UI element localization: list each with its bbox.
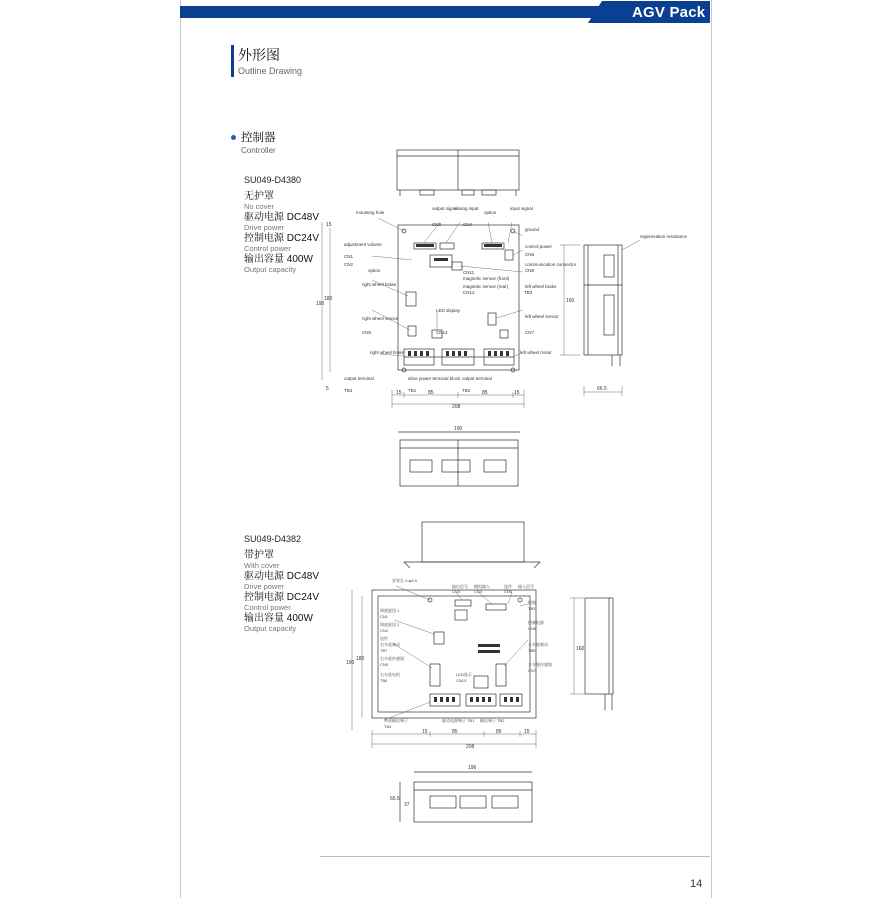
cover-cn: 无护罩 [244, 191, 274, 202]
model-number: SU049-D4380 [244, 175, 302, 185]
svg-text:安装孔 4-φ5.5: 安装孔 4-φ5.5 [392, 578, 417, 583]
svg-text:TB3: TB3 [528, 606, 536, 611]
label-output-signal: output signal [432, 206, 458, 211]
dim-half-right: 85 [482, 390, 488, 396]
label-magnetic-rear: magnetic sensor (rear) [463, 284, 509, 289]
drive-en: Drive power [244, 582, 285, 591]
cover-cn: 带护罩 [244, 550, 274, 561]
dim2-half-right: 85 [496, 729, 502, 735]
dim2-edge-left: 15 [422, 729, 428, 735]
label-right-wheel-brake: right wheel brake [362, 282, 397, 287]
dim-top-offset: 15 [326, 222, 332, 228]
svg-text:模拟输入: 模拟输入 [474, 584, 490, 589]
svg-text:TB4: TB4 [384, 724, 392, 729]
footer-rule [320, 856, 710, 857]
dim-height: 180 [324, 296, 333, 302]
label-cn3: CN3 [432, 222, 442, 227]
dim2-half-left: 85 [452, 729, 458, 735]
svg-text:输出信号: 输出信号 [452, 584, 468, 589]
label-control-power: control power [525, 244, 553, 249]
label-cn7: CN7 [525, 330, 535, 335]
dim2-edge-right: 15 [524, 729, 530, 735]
svg-text:选件: 选件 [504, 584, 512, 589]
dim-half-left: 85 [428, 390, 434, 396]
label-left-wheel-motor: left wheel motor [520, 350, 552, 355]
control-cn: 控制电源 DC24V [244, 233, 320, 244]
label-communication: communication connector [525, 262, 577, 267]
dim2-height: 180 [356, 656, 365, 662]
svg-text:输入信号: 输入信号 [518, 584, 534, 589]
model-number: SU049-D4382 [244, 534, 302, 544]
svg-text:CN4: CN4 [474, 589, 483, 594]
output-cn: 输出容量 400W [244, 613, 313, 624]
svg-text:调速旋钮 1: 调速旋钮 1 [380, 608, 400, 613]
svg-text:CN3: CN3 [452, 589, 461, 594]
label-adjustment-volume: adjustment volume [344, 242, 382, 247]
label-left-wheel-sensor: left wheel sensor [525, 314, 559, 319]
svg-text:CN13: CN13 [456, 678, 467, 683]
side-view-1 [584, 245, 622, 355]
dim2-depth1: 66.5 [390, 796, 400, 802]
dim-edge-left: 15 [396, 390, 402, 396]
label-cn1: CN1 [344, 254, 354, 259]
drive-en: Drive power [244, 223, 285, 232]
label-mounting-hole: mounting hole [356, 210, 385, 215]
label-right-wheel-brake-2: right wheel brake [370, 350, 405, 355]
svg-text:输出端子 TB2: 输出端子 TB2 [480, 718, 505, 723]
label-input-signal: input signal [510, 206, 533, 211]
svg-text:调速旋钮 2: 调速旋钮 2 [380, 622, 400, 627]
controller-title-cn: 控制器 [241, 132, 276, 144]
svg-text:CN5: CN5 [380, 662, 389, 667]
svg-text:控制电源: 控制电源 [528, 620, 544, 625]
page-number: 14 [690, 878, 703, 890]
dim2-side-height: 160 [576, 646, 585, 652]
output-en: Output capacity [244, 624, 297, 633]
svg-text:TB5: TB5 [528, 648, 536, 653]
label-option-2: option [368, 268, 381, 273]
svg-text:CN6: CN6 [528, 626, 537, 631]
label-led-display: LED display [436, 308, 461, 313]
control-cn: 控制电源 DC24V [244, 592, 320, 603]
label-magnetic-front: magnetic sensor (front) [463, 276, 510, 281]
label-tb3: TB3 [524, 290, 533, 295]
output-cn: 输出容量 400W [244, 254, 313, 265]
label-tb4: TB4 [344, 388, 353, 393]
label-cn11: CN11 [463, 270, 475, 275]
top-view-2 [422, 522, 524, 562]
label-cn13: CN13 [436, 330, 448, 335]
label-option: option [484, 210, 497, 215]
section-title-en: Outline Drawing [238, 66, 303, 76]
svg-text:CN5: CN5 [504, 589, 513, 594]
section-title-cn: 外形图 [238, 47, 280, 63]
bottom-view-2 [414, 782, 532, 822]
dim2-width: 208 [466, 744, 475, 750]
cover-en: With cover [244, 561, 280, 570]
svg-text:选件: 选件 [380, 636, 388, 641]
dim2-bottom-width: 196 [468, 765, 477, 771]
output-en: Output capacity [244, 265, 297, 274]
dim-side-height: 160 [566, 298, 575, 304]
svg-text:外部输出端子: 外部输出端子 [384, 718, 408, 723]
label-output-terminal-2: output terminal [462, 376, 492, 381]
control-en: Control power [244, 603, 291, 612]
label-left-wheel-brake: left wheel brake [525, 284, 557, 289]
svg-text:接地: 接地 [528, 600, 536, 605]
label-cn2: CN2 [344, 262, 354, 267]
svg-text:右车轮制动: 右车轮制动 [380, 642, 400, 647]
label-tb2: TB2 [462, 388, 471, 393]
drive-cn: 驱动电源 DC48V [244, 571, 320, 582]
dim-bottom-width: 190 [454, 426, 463, 432]
dim2-depth2: 37 [404, 802, 410, 808]
svg-text:TB6: TB6 [380, 678, 388, 683]
cover-en: No cover [244, 202, 275, 211]
brand-title: AGV Pack [632, 4, 706, 21]
dim-width: 208 [452, 404, 461, 410]
svg-text:右车轮电机: 右车轮电机 [380, 672, 400, 677]
svg-text:CN1: CN1 [380, 614, 389, 619]
label-cn5: CN5 [362, 330, 372, 335]
dim-edge-right: 15 [514, 390, 520, 396]
label-cn12: CN12 [463, 290, 475, 295]
label-cn8: CN8 [525, 268, 535, 273]
svg-text:CN2: CN2 [380, 628, 389, 633]
control-en: Control power [244, 244, 291, 253]
svg-text:驱动电源端子 TB1: 驱动电源端子 TB1 [442, 718, 475, 723]
label-right-wheel-sensor: right wheel sensor [362, 316, 399, 321]
label-drive-power-terminal: drive power terminal block [408, 376, 461, 381]
dim-height-outer: 190 [316, 301, 325, 307]
controller-title-en: Controller [241, 146, 276, 155]
dim-bottom-offset: 5 [326, 386, 329, 392]
svg-text:LED显示: LED显示 [456, 672, 472, 677]
label-regeneration: regeneration resistance [640, 234, 688, 239]
label-cn4: CN4 [463, 222, 473, 227]
label-tb1: TB1 [408, 388, 417, 393]
svg-text:右车轮传感器: 右车轮传感器 [380, 656, 404, 661]
dim-side-width: 66.5 [597, 386, 607, 392]
dim2-height-outer: 190 [346, 660, 355, 666]
label-cn6: CN6 [525, 252, 535, 257]
label-analog-input: analog input [454, 206, 479, 211]
svg-text:左车轮传感器: 左车轮传感器 [528, 662, 552, 667]
svg-text:CN7: CN7 [528, 668, 537, 673]
label-output-terminal: output terminal [344, 376, 374, 381]
svg-text:左车轮制动: 左车轮制动 [528, 642, 548, 647]
svg-text:TB7: TB7 [380, 648, 388, 653]
drive-cn: 驱动电源 DC48V [244, 212, 320, 223]
bottom-view-1 [400, 440, 518, 486]
label-ground: ground [525, 227, 540, 232]
